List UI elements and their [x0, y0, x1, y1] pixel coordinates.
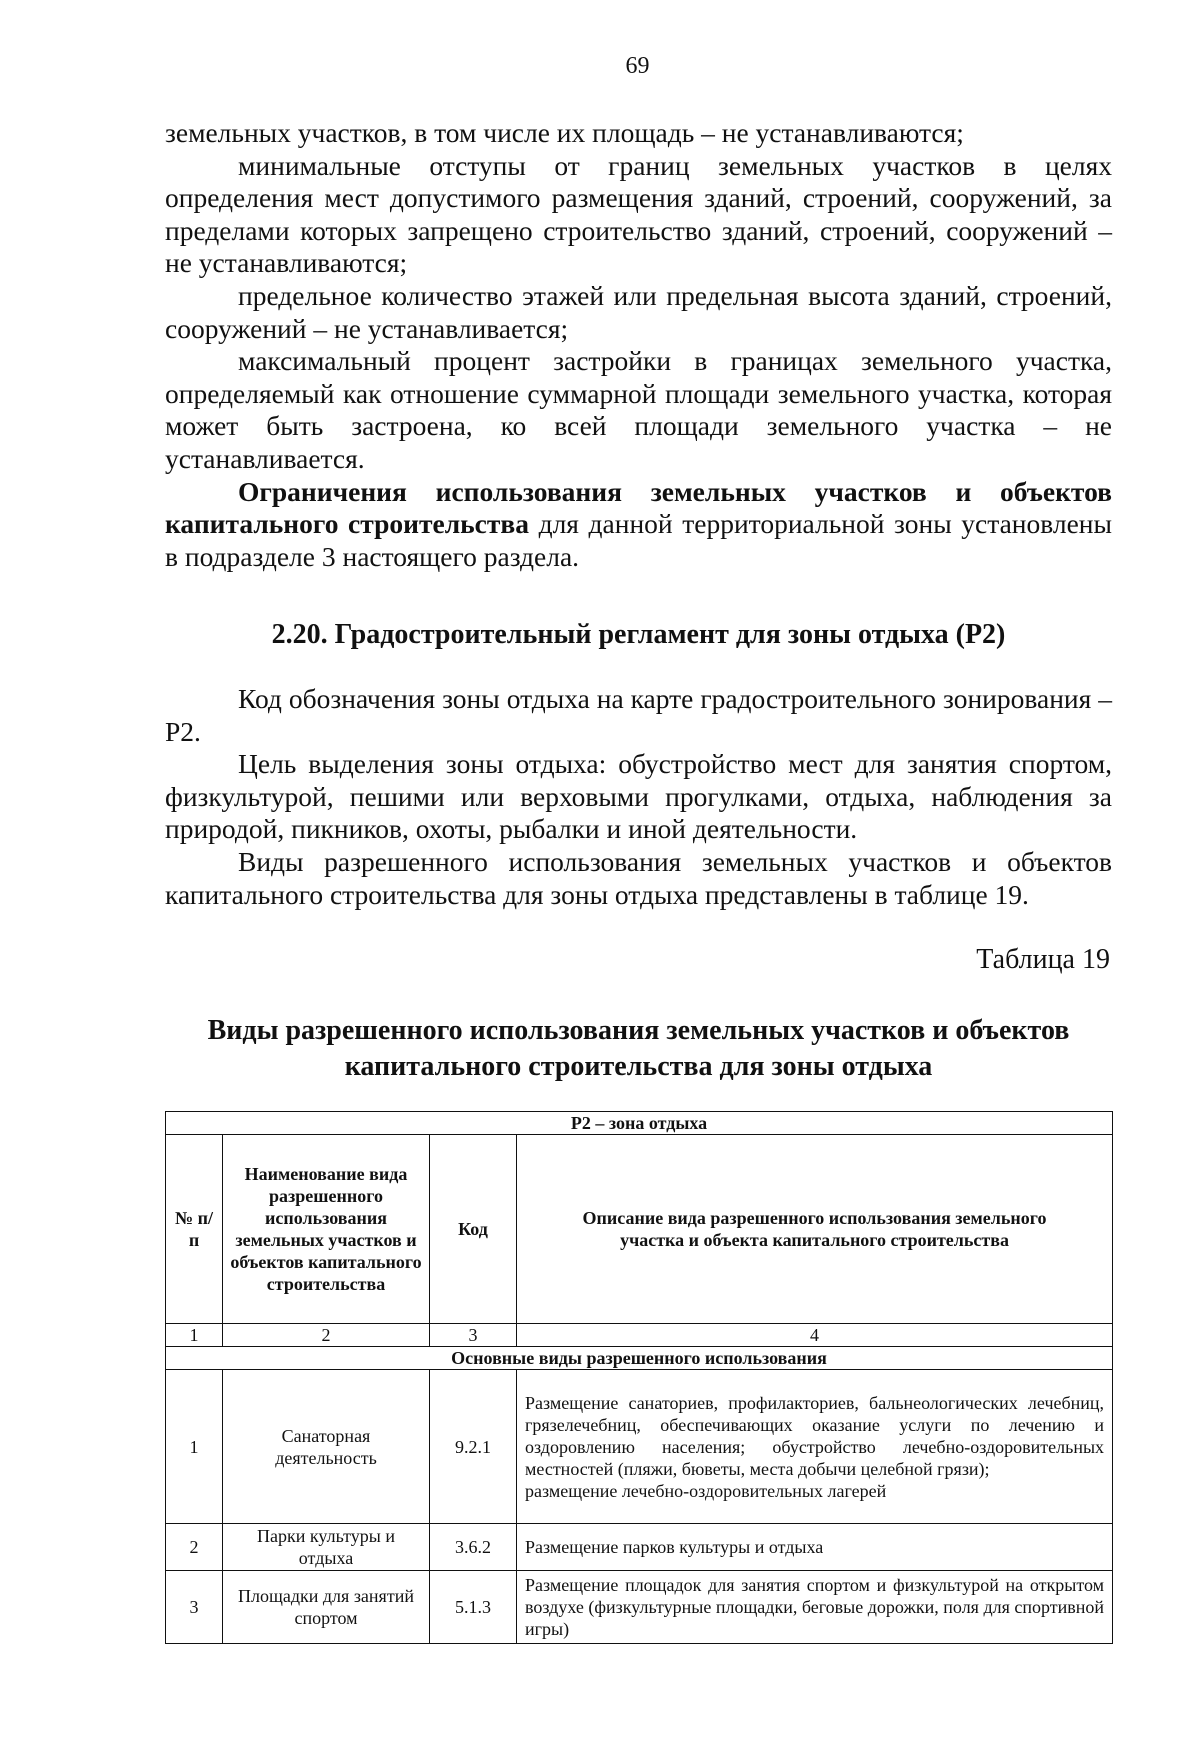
row-desc-text: Размещение площадок для занятия спортом и физкультурой на открытом воздухе (физкультурные площадки, беговые дорожки, поля для спортивной игры)	[525, 1575, 1105, 1639]
row-name: Санаторная деятельность	[223, 1370, 430, 1524]
header-desc: Описание вида разрешенного использования земельного участка и объекта капитального строительства	[517, 1135, 1113, 1324]
permitted-use-table	[165, 1111, 1113, 1644]
row-desc	[517, 1571, 1113, 1644]
column-number-row	[166, 1324, 1113, 1347]
paragraph: минимальные отступы от границ земельных участков в целях определения мест допустимого размещения зданий, строений, сооружений, за пределами которых запрещено строительство зданий, строений, сооружений – не устанавливаются;	[165, 149, 1112, 279]
row-desc-text: размещение лечебно-оздоровительных лагерей	[525, 1480, 887, 1501]
header-row	[166, 1135, 1113, 1324]
table-row	[166, 1524, 1113, 1571]
row-num: 3	[166, 1571, 223, 1644]
row-desc	[517, 1370, 1113, 1524]
zone-header: Р2 – зона отдыха	[166, 1112, 1113, 1135]
row-name: Парки культуры и отдыха	[223, 1524, 430, 1571]
column-number: 3	[430, 1324, 517, 1347]
group-header: Основные виды разрешенного использования	[166, 1347, 1113, 1370]
header-num: № п/п	[166, 1135, 223, 1324]
row-desc-text: Размещение парков культуры и отдыха	[525, 1537, 824, 1557]
row-code: 9.2.1	[430, 1370, 517, 1524]
paragraph: Код обозначения зоны отдыха на карте градостроительного зонирования – Р2.	[165, 683, 1112, 747]
row-desc-text: Размещение санаториев, профилакториев, бальнеологических лечебниц, грязелечебниц, обеспечивающих оказание услуги по лечению и оздоровлению населения; обустройство лечебно-оздоровительных местностей (пляжи, бюветы, места добычи целебной грязи);	[525, 1392, 1105, 1479]
row-num: 2	[166, 1524, 223, 1571]
section-heading: 2.20. Градостроительный регламент для зоны отдыха (Р2)	[271, 619, 1006, 650]
zone-header-row	[166, 1112, 1113, 1135]
column-number: 1	[166, 1324, 223, 1347]
row-num: 1	[166, 1370, 223, 1524]
paragraph: земельных участков, в том числе их площадь – не устанавливаются;	[165, 117, 964, 148]
row-code: 3.6.2	[430, 1524, 517, 1571]
table-label: Таблица 19	[976, 944, 1110, 975]
paragraph: максимальный процент застройки в границах земельного участка, определяемый как отношение суммарной площади земельного участка, которая может быть застроена, ко всей площади земельного участка – не устанавливается.	[165, 345, 1112, 474]
restrictions-paragraph	[165, 476, 1112, 574]
row-desc	[517, 1524, 1113, 1571]
header-code: Код	[430, 1135, 517, 1324]
column-number: 4	[517, 1324, 1113, 1347]
column-number: 2	[223, 1324, 430, 1347]
body-text-top	[165, 117, 1112, 573]
row-name: Площадки для занятий спортом	[223, 1571, 430, 1644]
table-title: Виды разрешенного использования земельных участков и объектов капитального строительства для зоны отдыха	[207, 1015, 1070, 1082]
group-header-row	[166, 1347, 1113, 1370]
restrictions-bold: Ограничения использования земельных участков и объектов капитального строительства	[165, 475, 1112, 540]
table-row	[166, 1370, 1113, 1524]
paragraph: предельное количество этажей или предельная высота зданий, строений, сооружений – не устанавливается;	[165, 279, 1112, 344]
paragraph: Виды разрешенного использования земельных участков и объектов капитального строительства для зоны отдыха представлены в таблице 19.	[165, 845, 1112, 910]
body-text-mid	[165, 683, 1112, 911]
header-name: Наименование вида разрешенного использования земельных участков и объектов капитального строительства	[223, 1135, 430, 1324]
page-number: 69	[625, 53, 650, 79]
table-row	[166, 1571, 1113, 1644]
restrictions-rest: для данной территориальной зоны установлены в подразделе 3 настоящего раздела.	[165, 508, 1112, 572]
paragraph: Цель выделения зоны отдыха: обустройство мест для занятия спортом, физкультурой, пешими или верховыми прогулками, отдыха, наблюдения за природой, пикников, охоты, рыбалки и иной деятельности.	[165, 748, 1112, 845]
row-code: 5.1.3	[430, 1571, 517, 1644]
